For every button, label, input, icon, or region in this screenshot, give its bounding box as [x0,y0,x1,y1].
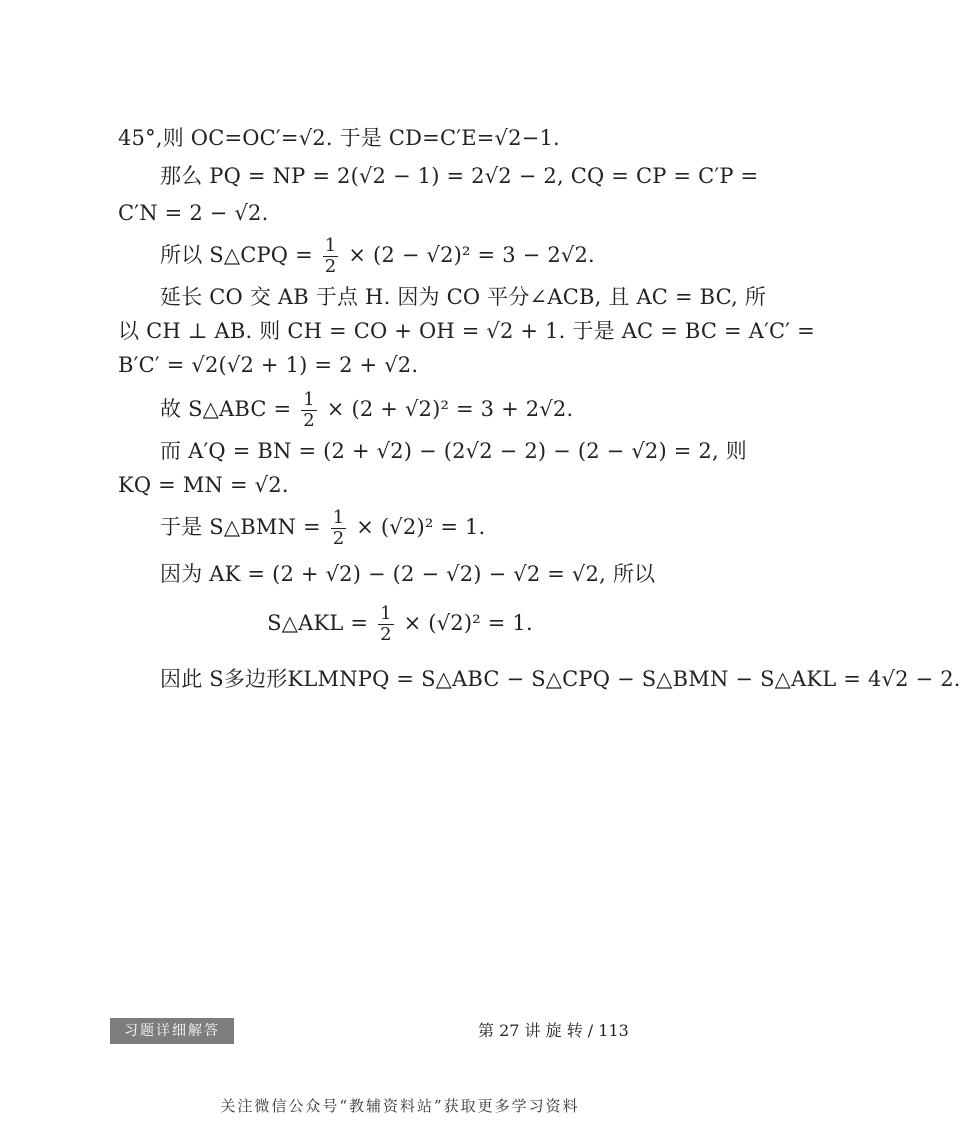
fraction-numerator: 1 [303,389,315,410]
text-line-14: 因此 S多边形KLMNPQ = S△ABC − S△CPQ − S△BMN − S△AKL = 4√2 − 2. [160,667,961,691]
fraction-denominator: 2 [324,256,337,277]
line-4-suffix: × (2 − √2)² = 3 − 2√2. [348,243,595,267]
text-line-3: C′N = 2 − √2. [118,201,269,225]
text-line-11 [160,508,730,549]
text-line-1: 45°,则 OC=OC′=√2. 于是 CD=C′E=√2−1. [118,126,560,150]
section-label-badge: 习题详细解答 [110,1018,234,1044]
fraction-one-half [331,508,347,549]
text-line-7: B′C′ = √2(√2 + 1) = 2 + √2. [118,353,419,377]
line-13-suffix: × (√2)² = 1. [403,611,533,635]
line-8-prefix: 故 S△ABC = [160,397,292,421]
text-line-10: KQ = MN = √2. [118,473,289,497]
fraction-one-half [323,236,339,277]
fraction-numerator: 1 [380,603,392,624]
text-line-8 [160,390,730,431]
text-line-2: 那么 PQ = NP = 2(√2 − 1) = 2√2 − 2, CQ = CP = C′P = [160,164,759,188]
text-line-13 [0,604,800,645]
line-8-suffix: × (2 + √2)² = 3 + 2√2. [326,397,574,421]
fraction-denominator: 2 [380,624,392,645]
line-13-prefix: S△AKL = [267,611,369,635]
fraction-denominator: 2 [332,528,345,549]
fraction-numerator: 1 [324,235,337,256]
watermark-text: 关注微信公众号“教辅资料站”获取更多学习资料 [220,1097,580,1115]
fraction-one-half [378,604,394,645]
line-11-suffix: × (√2)² = 1. [356,515,486,539]
fraction-numerator: 1 [332,507,345,528]
chapter-page-footer: 第 27 讲 旋 转 / 113 [478,1021,629,1040]
line-11-prefix: 于是 S△BMN = [160,515,321,539]
fraction-one-half [301,390,317,431]
text-line-5: 延长 CO 交 AB 于点 H. 因为 CO 平分∠ACB, 且 AC = BC, 所 [160,285,767,309]
line-4-prefix: 所以 S△CPQ = [160,243,313,267]
text-line-12: 因为 AK = (2 + √2) − (2 − √2) − √2 = √2, 所以 [160,562,656,586]
text-line-9: 而 A′Q = BN = (2 + √2) − (2√2 − 2) − (2 − √2) = 2, 则 [160,439,747,463]
text-line-6: 以 CH ⊥ AB. 则 CH = CO + OH = √2 + 1. 于是 AC = BC = A′C′ = [118,319,815,343]
fraction-denominator: 2 [303,410,315,431]
text-line-4 [160,236,730,277]
